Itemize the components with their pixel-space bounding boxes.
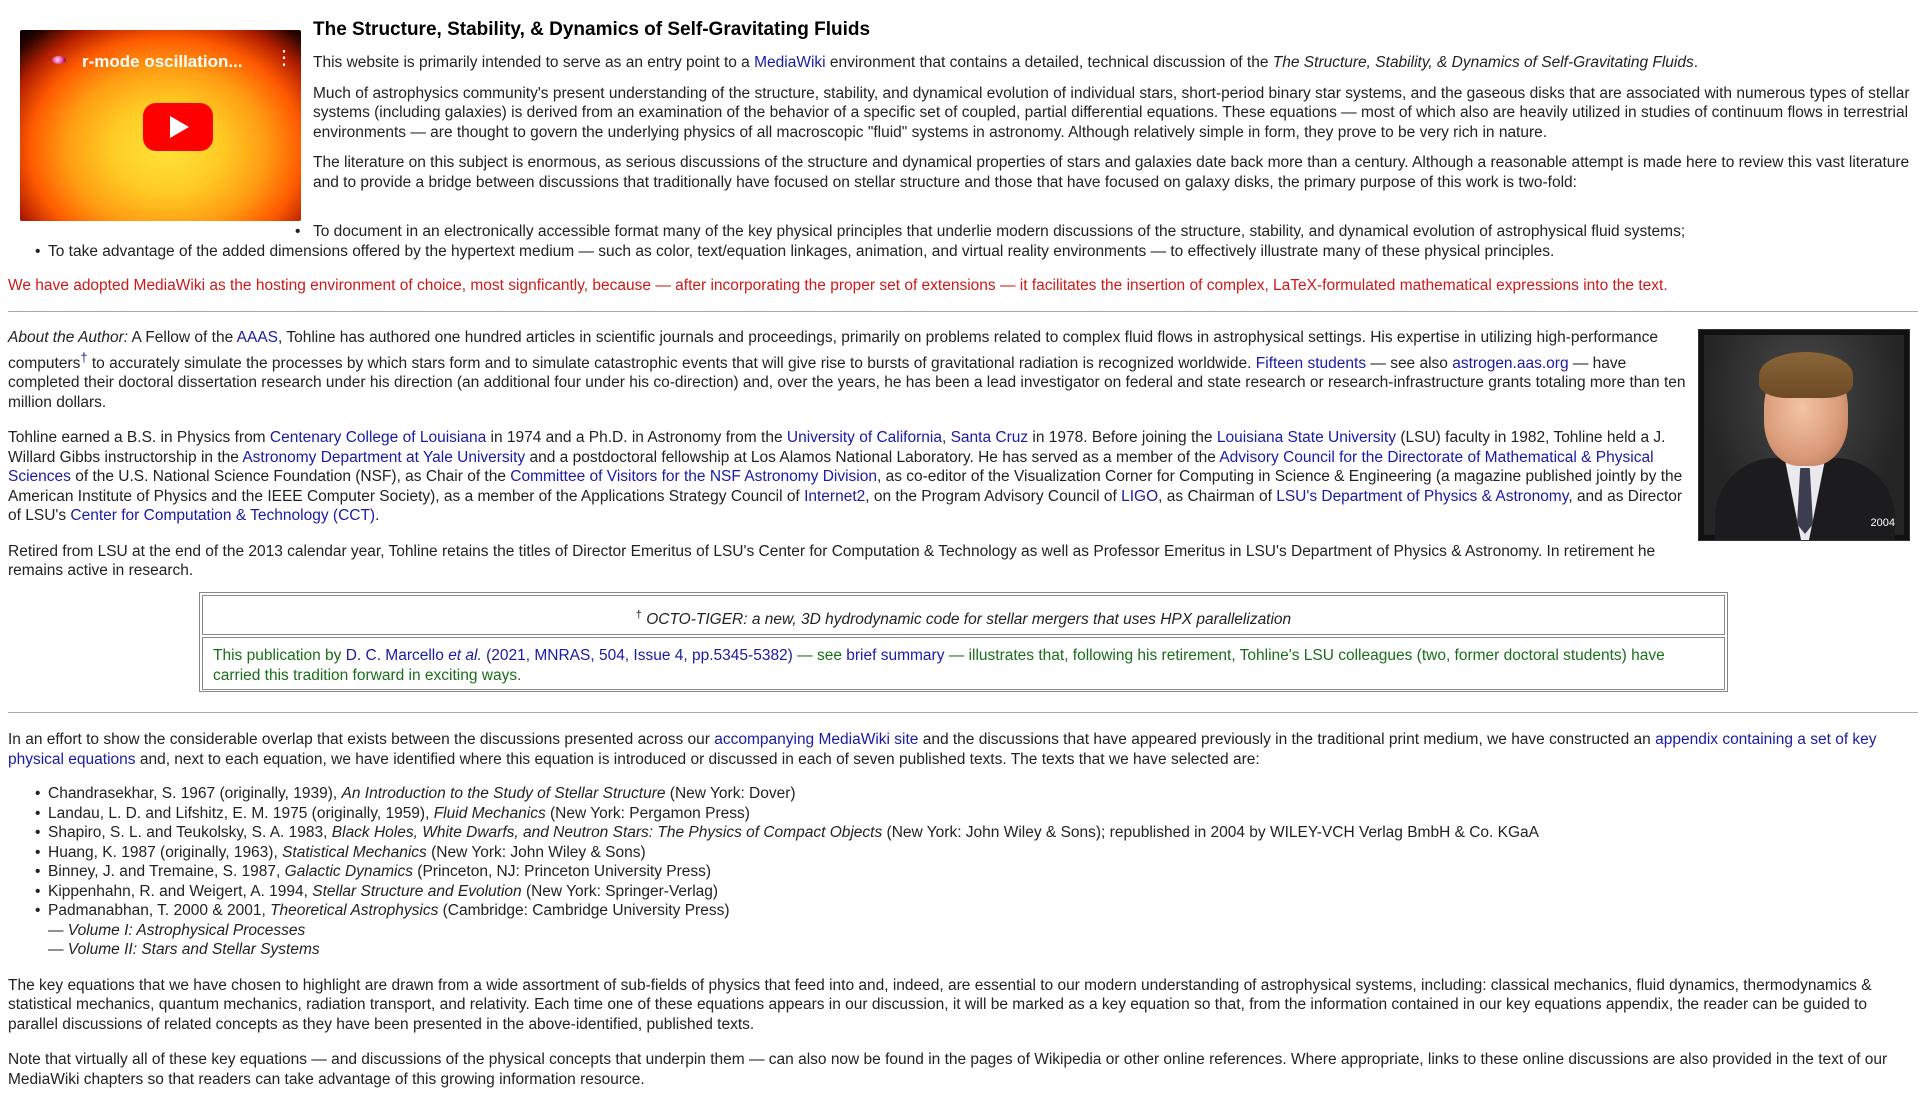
key-equations-paragraph: The key equations that we have chosen to highlight are drawn from a wide assortment of sub-fields of physics that feed into and, indeed, are essential to our modern understanding of astrophysical systems, including: classical mechanics, fluid dynamics, thermodynamics & statistical mechanics, quantum mechanics, radiation transport, and relativity. Each time one of these equations appears in our discussion, it will be marked as a key equation so that, from the information contained in our key equations appendix, the reader can be guided to parallel discussions of related concepts as they have been presented in the above-identified, published texts.: [8, 976, 1872, 1033]
intro-paragraph-2: Much of astrophysics community's present understanding of the structure, stability, and dynamical evolution of individual stars, short-period binary star systems, and the gaseous disks that are associated with numerous types of stellar systems (including galaxies) is derived from an examination of the behavior of a specific set of coupled, partial differential equations. These equations — most of which also are heavily utilized in studies of continuum flows in terrestrial environments — are thought to govern the underlying physics of all macroscopic "fluid" systems in astronomy. Although relatively simple in form, they prove to be very rich in nature.: [313, 84, 1910, 141]
centenary-link[interactable]: Centenary College of Louisiana: [269, 429, 487, 447]
footnote-table: [199, 592, 1728, 692]
text: , Tohline has authored one hundred articles in scientific journals and proceedings, primarily on problems related to complex fluid flows in astrophysical settings. His expertise in utilizing high-performance computers: [8, 329, 1658, 372]
overlap-paragraph: [8, 730, 1920, 769]
text: — see: [792, 647, 847, 664]
text: Padmanabhan, T. 2000 & 2001,: [48, 902, 271, 919]
book-title: An Introduction to the Study of Stellar Structure: [341, 785, 666, 802]
uc-link[interactable]: University of California: [786, 429, 942, 447]
dagger-mark: †: [635, 609, 642, 621]
youtube-play-icon[interactable]: [143, 103, 213, 151]
astrogen-link[interactable]: astrogen.aas.org: [1452, 354, 1569, 372]
text: — illustrates that, following his retirement, Tohline's LSU colleagues (two, former doctoral students) have carried this tradition forward in exciting ways.: [213, 647, 1665, 684]
book-title: Black Holes, White Dwarfs, and Neutron Stars: The Physics of Compact Objects: [331, 824, 883, 841]
list-item: • To document in an electronically accessible format many of the key physical principles that underlie modern discussions of the structure, stability, and dynamical evolution of astrophysical fluid systems;: [0, 222, 1912, 242]
text: (New York: Dover): [665, 785, 796, 802]
text: This publication by: [213, 647, 346, 664]
text: (New York: John Wiley & Sons): [426, 843, 646, 861]
photo-hair: [1759, 352, 1853, 398]
mediawiki-site-link[interactable]: accompanying MediaWiki site: [714, 731, 919, 748]
volume-item: — Volume II: Stars and Stellar Systems: [48, 941, 320, 958]
students-link[interactable]: Fifteen students: [1255, 354, 1367, 372]
purpose-list: [0, 222, 1912, 261]
yale-link[interactable]: Astronomy Department at Yale University: [242, 448, 526, 466]
text: , on the Program Advisory Council of: [865, 487, 1122, 505]
volume-item: — Volume I: Astrophysical Processes: [48, 921, 306, 939]
mediawiki-link[interactable]: MediaWiki: [754, 54, 826, 71]
text: Landau, L. D. and Lifshitz, E. M. 1975 (originally, 1959),: [48, 804, 434, 822]
book-title: Statistical Mechanics: [282, 843, 427, 861]
text: Shapiro, S. L. and Teukolsky, S. A. 1983,: [48, 824, 332, 841]
divider: [8, 712, 1918, 713]
text: Chandrasekhar, S. 1967 (originally, 1939),: [48, 785, 342, 802]
list-item: [8, 804, 1920, 824]
physics-dept-link[interactable]: LSU's Department of Physics & Astronomy: [1276, 487, 1569, 505]
text: and the discussions that have appeared previously in the traditional print medium, we have constructed an: [918, 731, 1656, 748]
ligo-link[interactable]: LIGO: [1121, 487, 1159, 505]
intro-paragraph-1: [313, 53, 1913, 73]
text: .: [1693, 54, 1699, 71]
book-title: Theoretical Astrophysics: [270, 902, 439, 919]
publication-link[interactable]: [346, 647, 793, 664]
footnote-dagger-link[interactable]: [80, 349, 88, 372]
text: Huang, K. 1987 (originally, 1963),: [48, 843, 283, 861]
author-paragraph-3: Retired from LSU at the end of the 2013 calendar year, Tohline retains the titles of Director Emeritus of LSU's Center for Computation & Technology as well as Professor Emeritus in LSU's Department of Physics & Astronomy. In retirement he remains active in research.: [8, 542, 1656, 580]
list-item: [8, 901, 1920, 921]
page-title: The Structure, Stability, & Dynamics of Self-Gravitating Fluids: [313, 19, 871, 40]
text: and, next to each equation, we have identified where this equation is introduced or discussed in each of seven published texts. The texts that we have selected are:: [135, 750, 1260, 768]
lsu-link[interactable]: Louisiana State University: [1216, 429, 1397, 447]
book-title: Fluid Mechanics: [433, 804, 546, 822]
book-title: Galactic Dynamics: [284, 863, 413, 880]
appendix-link[interactable]: appendix containing a set of key physical equations: [8, 731, 1877, 768]
text: in 1974 and a Ph.D. in Astronomy from the: [486, 429, 787, 447]
text: in 1978. Before joining the: [1028, 429, 1217, 447]
text: Kippenhahn, R. and Weigert, A. 1994,: [48, 882, 313, 900]
text: (New York: Pergamon Press): [545, 804, 750, 822]
youtube-video-embed[interactable]: [20, 30, 301, 221]
footnote-cell: [202, 595, 1725, 635]
key-equations-section: [8, 730, 1920, 1105]
internet2-link[interactable]: Internet2: [804, 487, 866, 505]
link-text: et al.: [448, 647, 482, 664]
author-photo: [1698, 329, 1910, 541]
video-title[interactable]: r-mode oscillation...: [82, 52, 243, 71]
publication-cell: [202, 637, 1725, 690]
text: Tohline earned a B.S. in Physics from: [8, 429, 270, 447]
committee-link[interactable]: Committee of Visitors for the NSF Astronomy Division: [510, 468, 877, 486]
text: and a postdoctoral fellowship at Los Alamos National Laboratory. He has served as a member of the: [525, 448, 1220, 466]
text: In an effort to show the considerable overlap that exists between the discussions presented across our: [8, 731, 715, 748]
section-lead: About the Author:: [8, 329, 129, 346]
hosting-note: We have adopted MediaWiki as the hosting environment of choice, most signficantly, because — after incorporating the proper set of extensions — it facilitates the insertion of complex, LaTeX-formulated mathematical expressions into the text.: [8, 277, 1668, 294]
text: environment that contains a detailed, technical discussion of the: [825, 54, 1273, 71]
text: (Princeton, NJ: Princeton University Press): [413, 863, 712, 880]
text: — see also: [1366, 354, 1453, 372]
list-item: [8, 843, 1920, 863]
book-title: The Structure, Stability, & Dynamics of Self-Gravitating Fluids: [1272, 54, 1694, 71]
list-item: [8, 862, 1920, 882]
dagger-mark: †: [80, 349, 88, 365]
octo-tiger-note: OCTO-TIGER: a new, 3D hydrodynamic code for stellar mergers that uses HPX parallelization: [641, 611, 1292, 629]
list-item: [8, 784, 1920, 804]
list-item: [8, 823, 1920, 843]
more-options-icon[interactable]: ⋮: [274, 47, 294, 69]
text: — have completed their doctoral dissertation research under his direction (an additional four under his co-direction) and, over the years, he has been a lead investigator on federal and state research or research-infrastructure grants totaling more than ten million dollars.: [8, 354, 1686, 411]
cct-link[interactable]: Center for Computation & Technology (CCT): [70, 507, 376, 525]
text: .: [375, 507, 380, 525]
santa-cruz-link[interactable]: Santa Cruz: [950, 429, 1029, 447]
list-item: [8, 882, 1920, 902]
text: of the U.S. National Science Foundation (NSF), as Chair of the: [70, 468, 511, 486]
list-item: • To take advantage of the added dimensions offered by the hypertext medium — such as color, text/equation linkages, animation, and virtual reality environments — to effectively illustrate many of these physical principles.: [0, 242, 1912, 262]
text: A Fellow of the: [128, 329, 237, 346]
text: , as Chairman of: [1158, 487, 1277, 505]
text: ,: [941, 429, 951, 447]
link-text: (2021, MNRAS, 504, Issue 4, pp.5345-5382): [481, 647, 793, 664]
text: , as co-editor of the Visualization Corner for Computing in Science & Engineering (a magazine published jointly by the American Institute of Physics and the IEEE Computer Society), as a member of the Applications Strategy Council of: [8, 468, 1683, 505]
about-author-section: [8, 328, 1688, 597]
aaas-link[interactable]: AAAS: [236, 329, 279, 346]
text: (New York: Springer-Verlag): [521, 882, 719, 900]
advisory-council-link[interactable]: Advisory Council for the Directorate of Mathematical & Physical Sciences: [8, 448, 1654, 486]
text: (Cambridge: Cambridge University Press): [438, 902, 730, 919]
text: (LSU) faculty in 1982, Tohline held a J. Willard Gibbs instructorship in the: [8, 429, 1666, 466]
text: This website is primarily intended to serve as an entry point to a: [313, 54, 755, 71]
author-paragraph-2: [8, 428, 1688, 526]
author-paragraph-1: [8, 328, 1688, 412]
text: Binney, J. and Tremaine, S. 1987,: [48, 863, 285, 880]
reference-list: [8, 784, 1920, 960]
text: to accurately simulate the processes by which stars form and to simulate catastrophic events that will give rise to bursts of gravitational radiation is recognized worldwide.: [87, 354, 1256, 372]
link-text: D. C. Marcello: [345, 647, 444, 664]
text: , and as Director of LSU's: [8, 487, 1683, 525]
divider: [8, 311, 1918, 312]
wikipedia-note-paragraph: Note that virtually all of these key equations — and discussions of the physical concepts that underpin them — can also now be found in the pages of Wikipedia or other online references. Where appropriate, links to these online discussions are also provided in the text of our MediaWiki chapters so that readers can take advantage of this growing information resource.: [8, 1051, 1888, 1088]
intro-paragraph-3: The literature on this subject is enormous, as serious discussions of the structure and dynamical properties of stars and galaxies date back more than a century. Although a reasonable attempt is made here to review this vast literature and to provide a bridge between discussions that traditionally have focused on stellar structure and those that have focused on galaxy disks, the primary purpose of this work is two-fold:: [313, 154, 1910, 191]
brief-summary-link[interactable]: brief summary: [846, 647, 945, 664]
channel-avatar-icon: [52, 56, 66, 64]
text: (New York: John Wiley & Sons); republished in 2004 by WILEY-VCH Verlag BmbH & Co. KGaA: [882, 824, 1540, 841]
photo-year: 2004: [1870, 516, 1895, 529]
book-title: Stellar Structure and Evolution: [312, 882, 522, 900]
intro-section: [313, 18, 1913, 192]
